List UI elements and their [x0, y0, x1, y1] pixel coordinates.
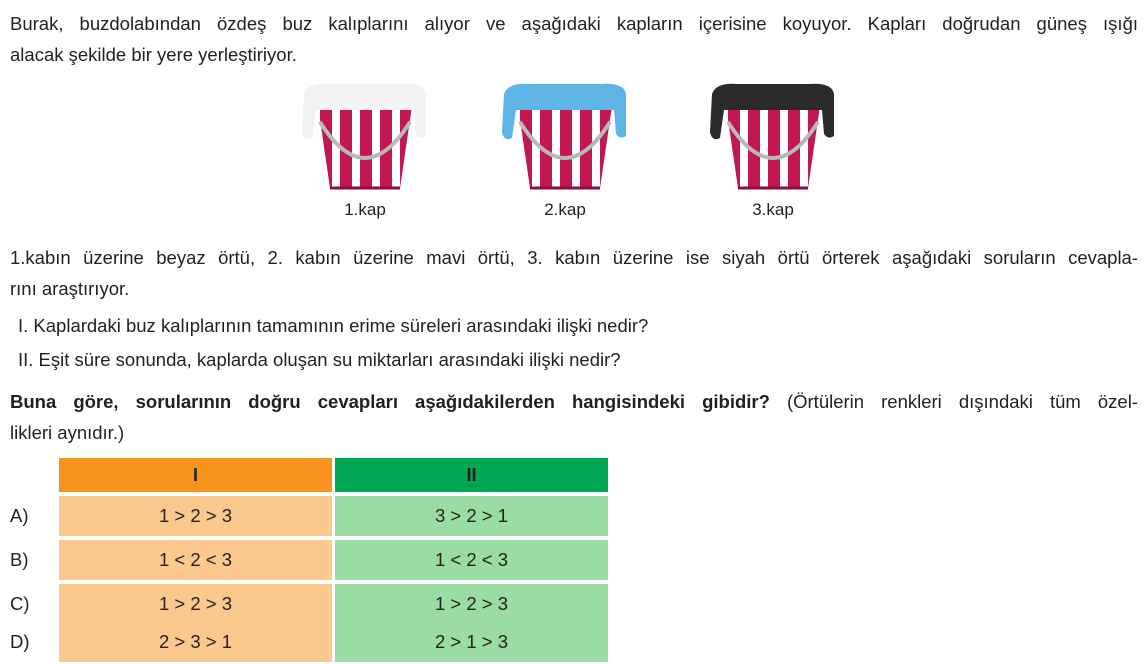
- option-letter: B): [10, 549, 29, 570]
- bucket-3-label: 3.kap: [752, 200, 794, 219]
- option-letter: D): [10, 631, 30, 652]
- option-letter: A): [10, 505, 29, 526]
- option-c-col2: 1 > 2 > 3: [335, 584, 608, 624]
- option-b-col2: 1 < 2 < 3: [335, 540, 608, 580]
- option-b-col1: 1 < 2 < 3: [59, 540, 332, 580]
- description-line-1: 1.kabın üzerine beyaz örtü, 2. kabın üzerine mavi örtü, 3. kabın üzerine ise siyah örtü örterek aşağıdaki soruların cevapla-: [10, 247, 1138, 268]
- bucket-3: [698, 76, 848, 226]
- prompt-line-2: likleri aynıdır.): [10, 422, 125, 443]
- prompt-rest: (Örtülerin renkleri dışındaki tüm özel-: [769, 391, 1138, 412]
- option-d-row[interactable]: [10, 622, 610, 662]
- bucket-2-illustration: [490, 76, 640, 200]
- intro-line-1: Burak, buzdolabından özdeş buz kalıplarını alıyor ve aşağıdaki kapların içerisine koyuyor. Kapları doğrudan güneş ışığı: [10, 13, 1138, 34]
- bucket-2-label: 2.kap: [544, 200, 586, 219]
- question-prompt: [10, 386, 1138, 448]
- option-d-col2: 2 > 1 > 3: [335, 622, 608, 662]
- option-c-row[interactable]: [10, 584, 610, 624]
- buckets-figure: [290, 76, 860, 226]
- option-d-col1: 2 > 3 > 1: [59, 622, 332, 662]
- option-a-col2: 3 > 2 > 1: [335, 496, 608, 536]
- option-b-row[interactable]: [10, 540, 610, 580]
- description-line-2: rını araştırıyor.: [10, 278, 130, 299]
- question-1: I. Kaplardaki buz kalıplarının tamamının erime süreleri arasındaki ilişki nedir?: [18, 315, 649, 336]
- intro-line-2: alacak şekilde bir yere yerleştiriyor.: [10, 44, 297, 65]
- option-a-row[interactable]: [10, 496, 610, 536]
- option-c-col1: 1 > 2 > 3: [59, 584, 332, 624]
- bucket-2: [490, 76, 640, 226]
- question-2: II. Eşit süre sonunda, kaplarda oluşan su miktarları arasındaki ilişki nedir?: [18, 349, 621, 370]
- prompt-line-1: [10, 386, 1138, 417]
- option-a-col1: 1 > 2 > 3: [59, 496, 332, 536]
- bucket-1: [290, 76, 440, 226]
- column-header-1: I: [59, 458, 332, 492]
- column-header-2: II: [335, 458, 608, 492]
- description-paragraph: [10, 242, 1138, 304]
- intro-paragraph: [10, 8, 1138, 70]
- prompt-bold: Buna göre, sorularının doğru cevapları aşağıdakilerden hangisindeki gibidir?: [10, 391, 770, 412]
- bucket-3-illustration: [698, 76, 848, 200]
- bucket-1-illustration: [290, 76, 440, 200]
- option-letter: C): [10, 593, 30, 614]
- bucket-1-label: 1.kap: [344, 200, 386, 219]
